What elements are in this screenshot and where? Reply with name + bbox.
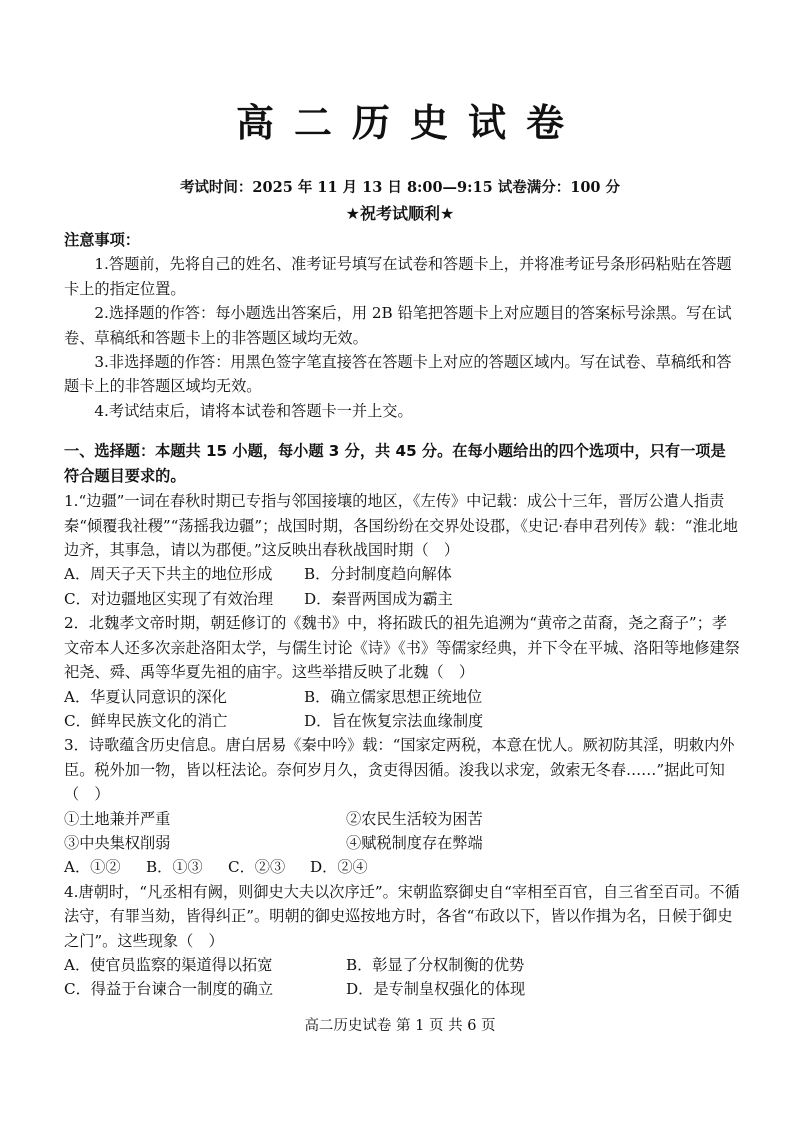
- notice-item: 3.非选择题的作答：用黑色签字笔直接答在答题卡上对应的答题区域内。写在试卷、草稿纸和答题卡上的非答题区域均无效。: [64, 353, 732, 396]
- notice-item: 2.选择题的作答：每小题选出答案后，用 2B 铅笔把答题卡上对应题目的答案标号涂黑。写在试卷、草稿纸和答题卡上的非答题区域均无效。: [64, 304, 732, 347]
- statement-4: ④赋税制度存在弊端: [346, 833, 483, 852]
- option-row: [64, 977, 740, 1001]
- section-heading: 一、选择题：本题共 15 小题，每小题 3 分，共 45 分。在每小题给出的四个选项中，只有一项是符合题目要求的。: [64, 442, 726, 486]
- option-c: C．得益于台谏合一制度的确立: [64, 980, 274, 999]
- question-stem: 1.“边疆”一词在春秋时期已专指与邻国接壤的地区，《左传》中记载：成公十三年，晋厉公遣人指责秦“倾覆我社稷”“荡摇我边疆”；战国时期，各国纷纷在交界处设郡，《史记·春申君列传》载：“淮北地边齐，其事急，请以为郡便。”这反映出春秋战国时期（ ）: [64, 492, 738, 560]
- option-b: B．①③: [146, 858, 203, 877]
- option-b: B．确立儒家思想正统地位: [304, 687, 483, 706]
- option-row: [64, 855, 740, 879]
- option-row: [64, 709, 740, 733]
- statement-1: ①土地兼并严重: [64, 809, 171, 828]
- option-row: [64, 953, 740, 977]
- statement-row: [64, 807, 740, 831]
- question-stem: 2．北魏孝文帝时期，朝廷修订的《魏书》中，将拓跋氏的祖先追溯为“黄帝之苗裔，尧之裔子”；孝文帝本人还多次亲赴洛阳太学，与儒生讨论《诗》《书》等儒家经典，并下令在平城、洛阳等地修建祭祀尧、舜、禹等华夏先祖的庙宇。这些举措反映了北魏（ ）: [64, 614, 740, 682]
- page-title: 高二历史试卷: [235, 101, 584, 145]
- option-b: B．分封制度趋向解体: [304, 565, 452, 584]
- option-row: [64, 587, 740, 611]
- option-c: C．对边疆地区实现了有效治理: [64, 589, 274, 608]
- page-footer: 高二历史试卷 第 1 页 共 6 页: [304, 1018, 496, 1034]
- statement-2: ②农民生活较为困苦: [346, 809, 483, 828]
- statement-3: ③中央集权削弱: [64, 833, 171, 852]
- notice-item: 1.答题前，先将自己的姓名、准考证号填写在试卷和答题卡上，并将准考证号条形码粘贴在答题卡上的指定位置。: [64, 255, 732, 298]
- statement-row: [64, 831, 740, 855]
- notice-item: 4.考试结束后，请将本试卷和答题卡一并上交。: [94, 401, 413, 420]
- option-c: C．②③: [228, 858, 286, 877]
- option-c: C．鲜卑民族文化的消亡: [64, 711, 228, 730]
- question-stem: 3．诗歌蕴含历史信息。唐白居易《秦中吟》载：“国家定两税，本意在忧人。厥初防其淫，明敕内外臣。税外加一物，皆以枉法论。奈何岁月久，贪吏得因循。浚我以求宠，敛索无冬春……”据此可知（ ）: [64, 736, 735, 804]
- exam-info: 考试时间：2025 年 11 月 13 日 8:00—9:15 试卷满分：100 分: [179, 179, 621, 196]
- option-b: B．彰显了分权制衡的优势: [346, 955, 525, 974]
- option-a: A．①②: [64, 858, 121, 877]
- option-a: A．使官员监察的渠道得以拓宽: [64, 955, 273, 974]
- exam-body: [64, 228, 740, 1002]
- option-d: D．②④: [310, 858, 368, 877]
- option-row: [64, 685, 740, 709]
- option-a: A．华夏认同意识的深化: [64, 687, 227, 706]
- notice-heading: 注意事项：: [64, 231, 140, 249]
- option-d: D．旨在恢复宗法血缘制度: [304, 711, 484, 730]
- option-row: [64, 562, 740, 586]
- option-d: D．是专制皇权强化的体现: [346, 980, 526, 999]
- question-stem: 4.唐朝时，“凡丞相有阙，则御史大夫以次序迁”。宋朝监察御史自“宰相至百官，自三省至百司。不循法守，有罪当劾，皆得纠正”。明朝的御史巡按地方时，各省“布政以下，皆以作揖为名，日候于御史之门”。这些现象（ ）: [64, 882, 740, 950]
- option-a: A．周天子天下共主的地位形成: [64, 565, 273, 584]
- option-d: D．秦晋两国成为霸主: [304, 589, 453, 608]
- wish-line: ★祝考试顺利★: [345, 204, 455, 223]
